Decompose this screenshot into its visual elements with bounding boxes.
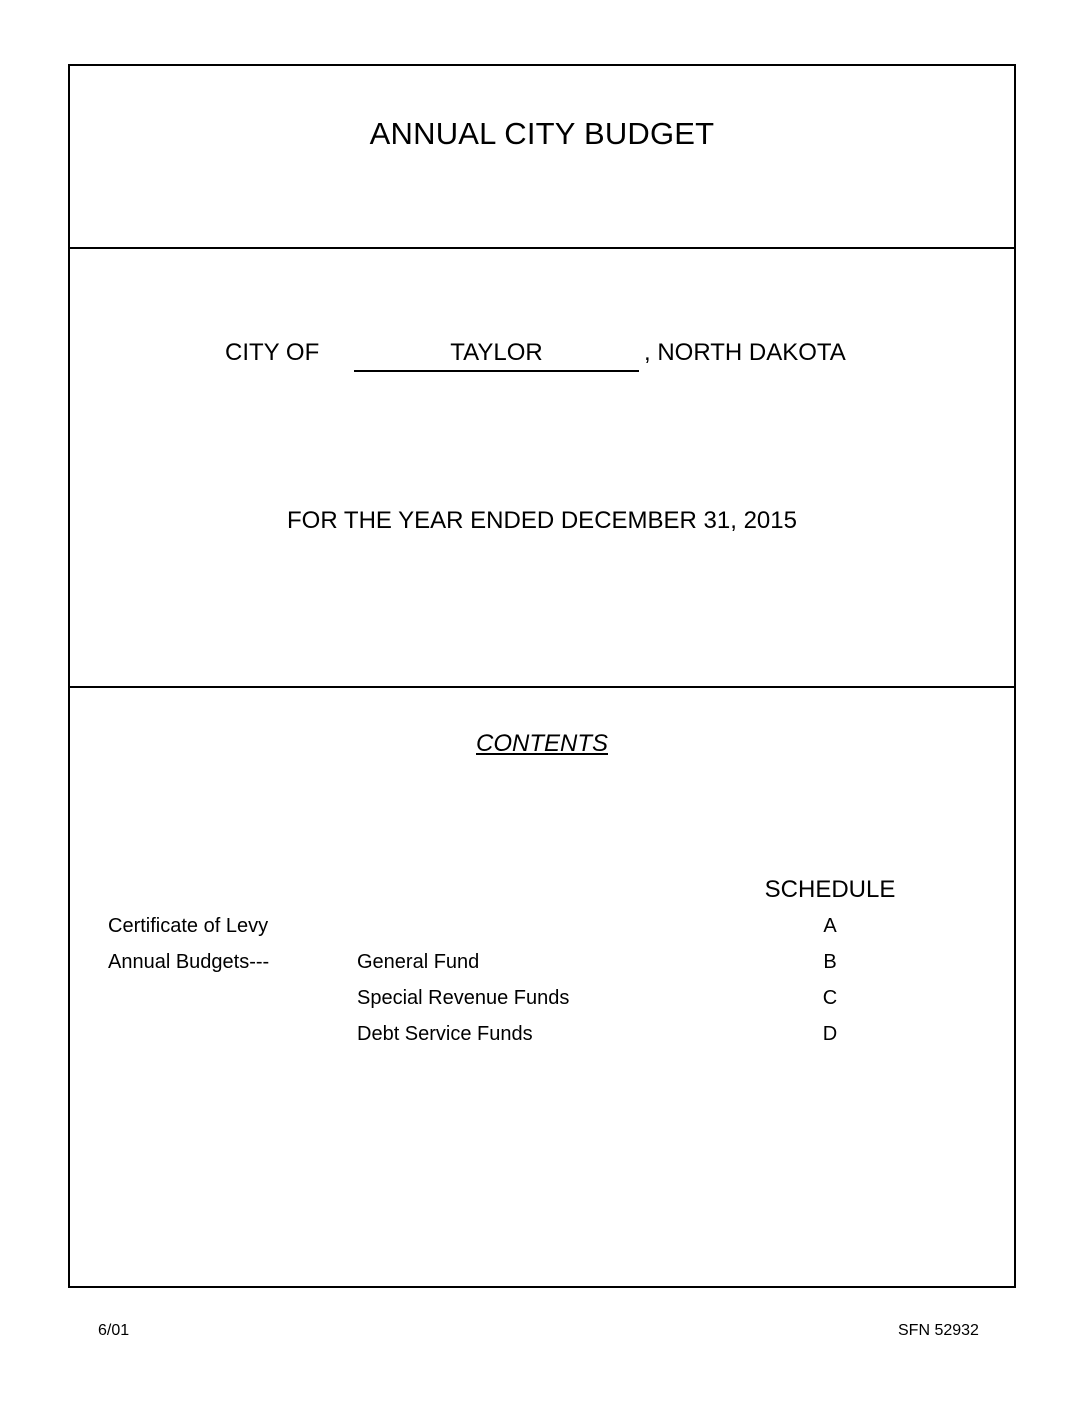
city-name-field — [354, 339, 639, 372]
city-prefix: CITY OF — [225, 339, 320, 366]
city-year-section — [70, 249, 1014, 688]
title-section — [70, 66, 1014, 249]
form-number: SFN 52932 — [898, 1322, 979, 1339]
document-title: ANNUAL CITY BUDGET — [369, 116, 715, 151]
row-schedule: A — [823, 915, 837, 937]
city-line — [70, 339, 1014, 379]
row-sublabel: Special Revenue Funds — [357, 987, 570, 1009]
schedule-column-header: SCHEDULE — [764, 876, 896, 903]
contents-heading: CONTENTS — [476, 730, 608, 757]
city-name: TAYLOR — [450, 339, 543, 366]
row-sublabel: General Fund — [357, 951, 480, 973]
contents-row — [70, 951, 1014, 981]
state-suffix: , NORTH DAKOTA — [644, 339, 846, 366]
row-schedule: B — [823, 951, 837, 973]
row-sublabel: Debt Service Funds — [357, 1023, 533, 1045]
row-label: Annual Budgets--- — [108, 951, 270, 973]
budget-form-frame — [68, 64, 1016, 1288]
row-schedule: D — [822, 1023, 838, 1045]
contents-row — [70, 987, 1014, 1017]
contents-section — [70, 688, 1014, 1286]
contents-row — [70, 1023, 1014, 1053]
fiscal-year-line: FOR THE YEAR ENDED DECEMBER 31, 2015 — [287, 507, 797, 534]
contents-row — [70, 915, 1014, 945]
form-revision-date: 6/01 — [98, 1322, 130, 1339]
row-schedule: C — [822, 987, 838, 1009]
row-label: Certificate of Levy — [108, 915, 269, 937]
